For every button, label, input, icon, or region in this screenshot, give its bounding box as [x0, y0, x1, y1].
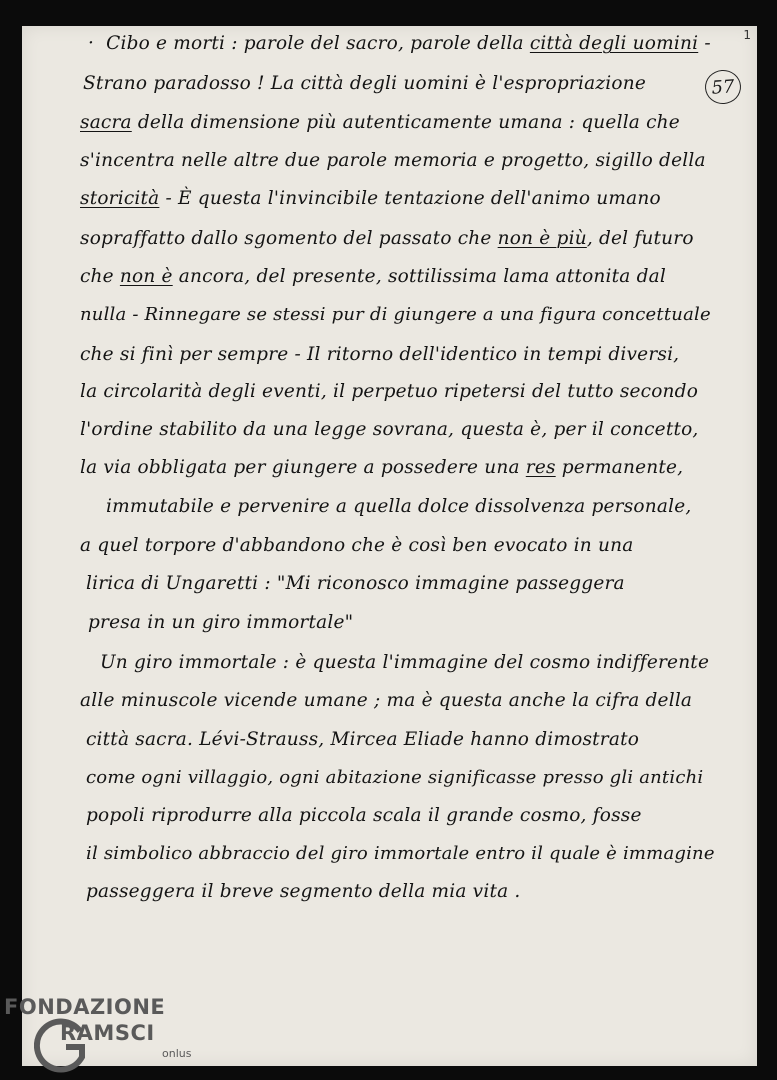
manuscript-line: [80, 690, 692, 711]
manuscript-line: [86, 805, 642, 826]
manuscript-line: [86, 573, 625, 594]
text-segment: , del futuro: [586, 228, 694, 249]
text-segment: a quel torpore d'abbandono che è così ben evocato in una: [80, 535, 634, 556]
manuscript-line: [80, 304, 711, 325]
manuscript-line: [83, 73, 646, 94]
underlined-word: città degli uomini: [529, 33, 699, 54]
text-segment: - È questa l'invincibile tentazione dell'animo umano: [159, 188, 661, 209]
underlined-word: storicità: [80, 188, 160, 209]
text-segment: permanente,: [555, 457, 684, 478]
text-segment: s'incentra nelle altre due parole memoria e progetto, sigillo della: [80, 150, 706, 171]
manuscript-line: [80, 535, 633, 556]
manuscript-line: [80, 344, 679, 365]
manuscript-line: [80, 228, 694, 249]
manuscript-line: [80, 381, 698, 402]
manuscript-line: [86, 767, 703, 788]
circled-page-number: 57: [704, 69, 742, 105]
manuscript-line: [80, 266, 666, 287]
corner-mark: 1: [743, 28, 751, 42]
manuscript-line: [88, 33, 711, 54]
text-segment: popoli riprodurre alla piccola scala il grande cosmo, fosse: [86, 805, 642, 826]
text-segment: immutabile e pervenire a quella dolce dissolvenza personale,: [106, 496, 692, 517]
manuscript-page: [22, 26, 757, 1066]
underlined-word: non è: [119, 266, 173, 287]
text-segment: Strano paradosso ! La città degli uomini è l'espropriazione: [83, 73, 646, 94]
text-segment: nulla - Rinnegare se stessi pur di giungere a una figura concettuale: [80, 304, 711, 325]
text-segment: ancora, del presente, sottilissima lama attonita dal: [172, 266, 666, 287]
manuscript-line: [80, 150, 706, 171]
text-segment: che si finì per sempre - Il ritorno dell'identico in tempi diversi,: [80, 344, 680, 365]
manuscript-line: [80, 419, 699, 440]
manuscript-line: [88, 612, 353, 633]
manuscript-line: [86, 843, 715, 864]
underlined-word: non è più: [497, 228, 587, 249]
manuscript-line: [86, 881, 520, 902]
underlined-word: sacra: [80, 112, 132, 133]
text-segment: alle minuscole vicende umane ; ma è questa anche la cifra della: [80, 690, 693, 711]
text-segment: l'ordine stabilito da una legge sovrana, questa è, per il concetto,: [80, 419, 699, 440]
manuscript-line: [100, 652, 709, 673]
watermark-line2: RAMSCI: [60, 1021, 155, 1045]
text-segment: sopraffatto dallo sgomento del passato che: [80, 228, 498, 249]
text-segment: la via obbligata per giungere a possedere una: [80, 457, 526, 478]
bullet-mark: ·: [88, 33, 95, 54]
manuscript-line: [106, 496, 691, 517]
underlined-word: res: [525, 457, 556, 478]
fondazione-gramsci-watermark: [4, 995, 194, 1075]
text-segment: Un giro immortale : è questa l'immagine del cosmo indifferente: [100, 652, 710, 673]
text-segment: presa in un giro immortale": [88, 612, 354, 633]
watermark-line1: FONDAZIONE: [4, 995, 166, 1019]
manuscript-line: [80, 112, 680, 133]
text-segment: Cibo e morti : parole del sacro, parole della: [106, 33, 530, 54]
text-segment: la circolarità degli eventi, il perpetuo ripetersi del tutto secondo: [80, 381, 699, 402]
text-segment: lirica di Ungaretti : "Mi riconosco immagine passeggera: [86, 573, 625, 594]
manuscript-line: [86, 729, 639, 750]
text-segment: città sacra. Lévi-Strauss, Mircea Eliade hanno dimostrato: [86, 729, 640, 750]
text-segment: come ogni villaggio, ogni abitazione significasse presso gli antichi: [86, 767, 704, 788]
text-segment: il simbolico abbraccio del giro immortale entro il quale è immagine: [86, 843, 715, 864]
text-segment: -: [698, 33, 711, 54]
text-segment: della dimensione più autenticamente umana : quella che: [131, 112, 680, 133]
watermark-suffix: onlus: [162, 1047, 192, 1060]
manuscript-line: [80, 457, 683, 478]
text-segment: passeggera il breve segmento della mia vita .: [86, 881, 521, 902]
text-segment: che: [80, 266, 120, 287]
manuscript-line: [80, 188, 661, 209]
